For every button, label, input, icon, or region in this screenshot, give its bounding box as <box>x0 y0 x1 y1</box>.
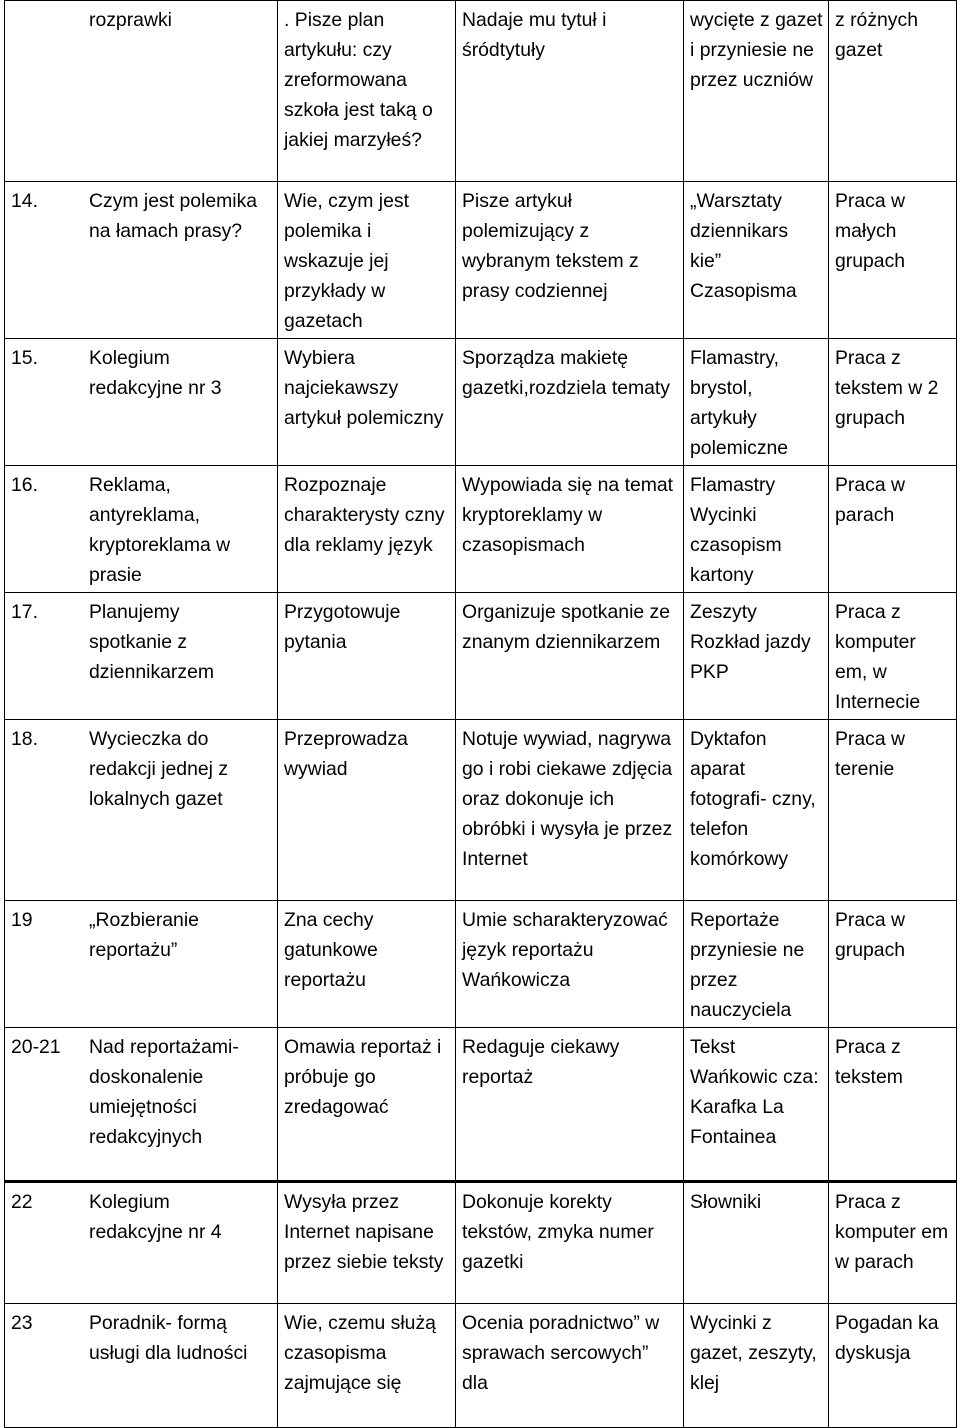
activities-cell: Nadaje mu tytuł i śródtytuły <box>456 1 684 182</box>
methods-cell: Praca z tekstem <box>829 1028 957 1182</box>
lesson-number: 22 <box>11 1191 33 1213</box>
materials-cell: Słowniki <box>684 1182 829 1304</box>
activities-cell: Umie scharakteryzować język reportażu Wańkowicza <box>456 901 684 1028</box>
activities-cell: Notuje wywiad, nagrywa go i robi ciekawe zdjęcia oraz dokonuje ich obróbki i wysyła je przez Internet <box>456 720 684 901</box>
goals-cell: Wie, czym jest polemika i wskazuje jej przykłady w gazetach <box>278 182 456 339</box>
lesson-topic-cell <box>5 182 278 339</box>
goals-cell: . Pisze plan artykułu: czy zreformowana szkoła jest taką o jakiej marzyłeś? <box>278 1 456 182</box>
methods-cell: Praca w parach <box>829 466 957 593</box>
table-row <box>5 466 957 593</box>
activities-cell: Wypowiada się na temat kryptoreklamy w czasopismach <box>456 466 684 593</box>
lesson-topic-cell <box>5 901 278 1028</box>
lesson-topic-cell <box>5 1028 278 1182</box>
lesson-title: Poradnik- formą usługi dla ludności <box>89 1312 248 1364</box>
table-row <box>5 339 957 466</box>
lesson-title: Czym jest polemika na łamach prasy? <box>89 190 258 242</box>
table-row <box>5 901 957 1028</box>
lesson-title: rozprawki <box>89 9 172 31</box>
activities-cell: Redaguje ciekawy reportaż <box>456 1028 684 1182</box>
activities-cell: Organizuje spotkanie ze znanym dziennikarzem <box>456 593 684 720</box>
table-row <box>5 1182 957 1304</box>
lesson-title: Wycieczka do redakcji jednej z lokalnych gazet <box>89 728 229 810</box>
activities-cell: Pisze artykuł polemizujący z wybranym tekstem z prasy codziennej <box>456 182 684 339</box>
materials-cell: Dyktafon aparat fotografi- czny, telefon komórkowy <box>684 720 829 901</box>
materials-cell: Flamastry Wycinki czasopism kartony <box>684 466 829 593</box>
goals-cell: Omawia reportaż i próbuje go zredagować <box>278 1028 456 1182</box>
lesson-topic-cell <box>5 1182 278 1304</box>
goals-cell: Wybiera najciekawszy artykuł polemiczny <box>278 339 456 466</box>
lesson-number: 17. <box>11 601 38 623</box>
lesson-topic-cell <box>5 593 278 720</box>
methods-cell: Praca w terenie <box>829 720 957 901</box>
lesson-number: 16. <box>11 474 38 496</box>
lesson-number: 20-21 <box>11 1036 61 1058</box>
lesson-number: 23 <box>11 1312 33 1334</box>
table-row <box>5 720 957 901</box>
materials-cell: „Warsztaty dziennikars kie” Czasopisma <box>684 182 829 339</box>
lesson-topic-cell <box>5 466 278 593</box>
goals-cell: Przygotowuje pytania <box>278 593 456 720</box>
lesson-title: Reklama, antyreklama, kryptoreklama w prasie <box>89 474 231 586</box>
methods-cell: Praca z tekstem w 2 grupach <box>829 339 957 466</box>
methods-cell: Pogadan ka dyskusja <box>829 1304 957 1428</box>
lesson-topic-cell <box>5 1 278 182</box>
methods-cell: Praca z komputer em w parach <box>829 1182 957 1304</box>
lesson-number: 14. <box>11 190 38 212</box>
materials-cell: Tekst Wańkowic cza: Karafka La Fontainea <box>684 1028 829 1182</box>
lesson-plan-table <box>4 0 957 1428</box>
lesson-topic-cell <box>5 1304 278 1428</box>
goals-cell: Rozpoznaje charakterysty czny dla reklamy język <box>278 466 456 593</box>
table-row <box>5 1304 957 1428</box>
table-row <box>5 1 957 182</box>
activities-cell: Sporządza makietę gazetki,rozdziela tematy <box>456 339 684 466</box>
lesson-number: 18. <box>11 728 38 750</box>
lesson-topic-cell <box>5 339 278 466</box>
methods-cell: Praca z komputer em, w Internecie <box>829 593 957 720</box>
materials-cell: Zeszyty Rozkład jazdy PKP <box>684 593 829 720</box>
table-row <box>5 593 957 720</box>
methods-cell: Praca w małych grupach <box>829 182 957 339</box>
materials-cell: Flamastry, brystol, artykuły polemiczne <box>684 339 829 466</box>
table-row <box>5 1028 957 1182</box>
lesson-title: Nad reportażami- doskonalenie umiejętności redakcyjnych <box>89 1036 239 1148</box>
goals-cell: Wysyła przez Internet napisane przez siebie teksty <box>278 1182 456 1304</box>
lesson-topic-cell <box>5 720 278 901</box>
materials-cell: Reportaże przyniesie ne przez nauczyciela <box>684 901 829 1028</box>
goals-cell: Wie, czemu służą czasopisma zajmujące się <box>278 1304 456 1428</box>
goals-cell: Zna cechy gatunkowe reportażu <box>278 901 456 1028</box>
methods-cell: z różnych gazet <box>829 1 957 182</box>
activities-cell: Ocenia poradnictwo” w sprawach sercowych” dla <box>456 1304 684 1428</box>
lesson-title: „Rozbieranie reportażu” <box>89 909 199 961</box>
activities-cell: Dokonuje korekty tekstów, zmyka numer gazetki <box>456 1182 684 1304</box>
methods-cell: Praca w grupach <box>829 901 957 1028</box>
lesson-title: Kolegium redakcyjne nr 3 <box>89 347 222 399</box>
materials-cell: Wycinki z gazet, zeszyty, klej <box>684 1304 829 1428</box>
lesson-number: 15. <box>11 347 38 369</box>
materials-cell: wycięte z gazet i przyniesie ne przez uczniów <box>684 1 829 182</box>
lesson-title: Planujemy spotkanie z dziennikarzem <box>89 601 215 683</box>
goals-cell: Przeprowadza wywiad <box>278 720 456 901</box>
table-row <box>5 182 957 339</box>
lesson-number: 19 <box>11 909 33 931</box>
lesson-title: Kolegium redakcyjne nr 4 <box>89 1191 222 1243</box>
